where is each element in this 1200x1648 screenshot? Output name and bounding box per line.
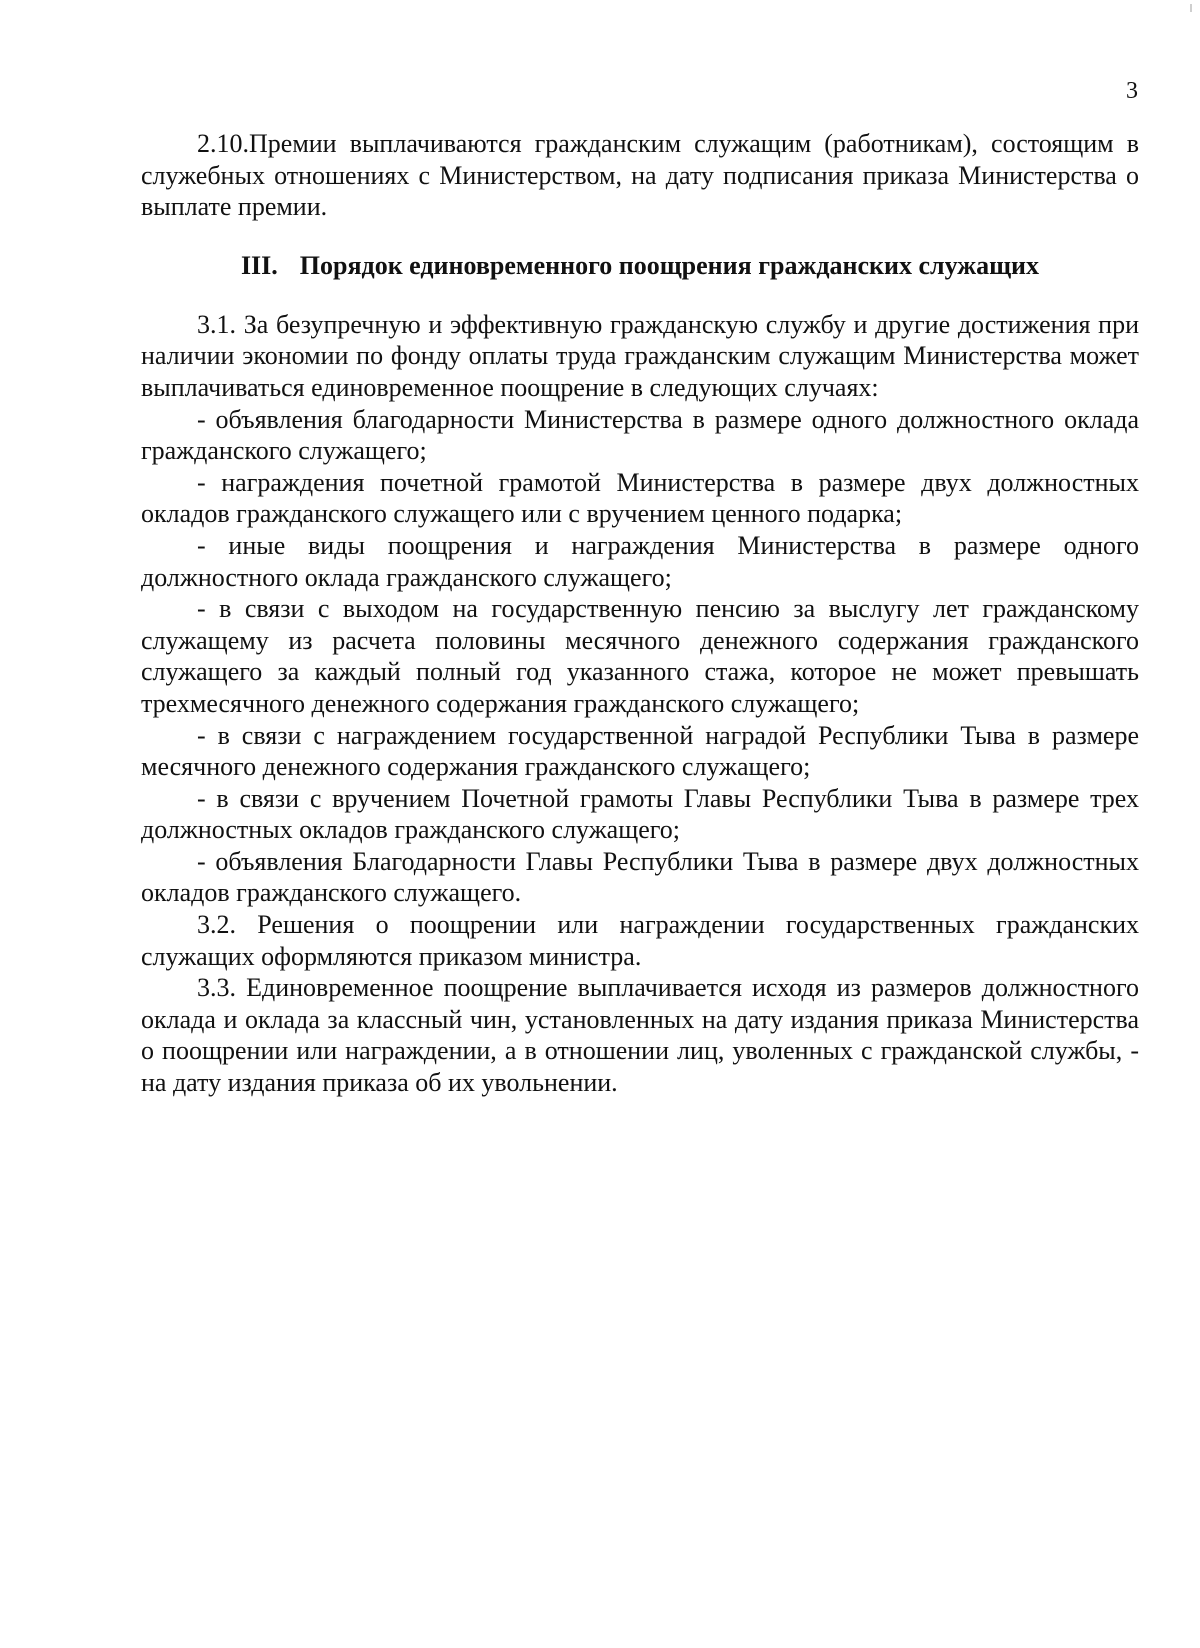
list-item-state-award: - в связи с награждением государственной наградой Республики Тыва в размере месячного денежного содержания гражданского служащего; — [141, 720, 1139, 782]
section-heading — [141, 249, 1139, 283]
list-item-head-certificate: - в связи с вручением Почетной грамоты Главы Республики Тыва в размере трех должностных окладов гражданского служащего; — [141, 783, 1139, 845]
list-item-head-gratitude: - объявления Благодарности Главы Республики Тыва в размере двух должностных окладов гражданского служащего. — [141, 846, 1139, 908]
paragraph-3-1: 3.1. За безупречную и эффективную гражданскую службу и другие достижения при наличии экономии по фонду оплаты труда гражданским служащим Министерства может выплачиваться единовременное поощрение в следующих случаях: — [141, 309, 1139, 402]
list-item-gratitude-ministry: - объявления благодарности Министерства в размере одного должностного оклада гражданского служащего; — [141, 404, 1139, 466]
list-item-pension: - в связи с выходом на государственную пенсию за выслугу лет гражданскому служащему из расчета половины месячного денежного содержания гражданского служащего за каждый полный год указанного стажа, которое не может превышать трехмесячного денежного содержания гражданского служащего; — [141, 594, 1139, 718]
page-number: 3 — [1126, 78, 1138, 104]
paragraph-2-10: 2.10.Премии выплачиваются гражданским служащим (работникам), состоящим в служебных отношениях с Министерством, на дату подписания приказа Министерства о выплате премии. — [141, 129, 1139, 222]
list-item-certificate-ministry: - награждения почетной грамотой Министерства в размере двух должностных окладов гражданского служащего или с вручением ценного подарка; — [141, 467, 1139, 529]
paragraph-3-3: 3.3. Единовременное поощрение выплачивается исходя из размеров должностного оклада и оклада за классный чин, установленных на дату издания приказа Министерства о поощрении или награждении, а в отношении лиц, уволенных с гражданской службы, - на дату издания приказа об их увольнении. — [141, 973, 1139, 1098]
section-title: Порядок единовременного поощрения гражданских служащих — [299, 250, 1040, 280]
section-number: III. — [240, 250, 278, 280]
paragraph-3-2: 3.2. Решения о поощрении или награждении государственных гражданских служащих оформляются приказом министра. — [141, 910, 1139, 971]
scan-artifact — [1190, 4, 1192, 12]
list-item-other-rewards: - иные виды поощрения и награждения Министерства в размере одного должностного оклада гражданского служащего; — [141, 530, 1139, 592]
document-body — [141, 128, 1139, 1099]
